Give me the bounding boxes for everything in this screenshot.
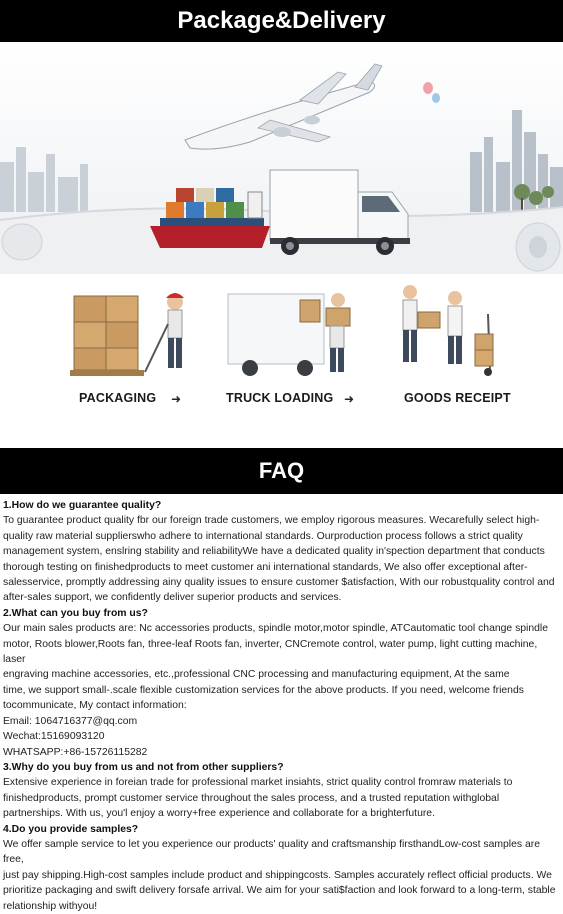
logistics-hero-image (0, 42, 563, 274)
airplane-icon (185, 64, 382, 149)
faq-item (3, 760, 560, 822)
faq-answer-line: time, we support small-.scale flexible customization services for the above products. If you need, welcome friends (3, 684, 524, 696)
goods-receipt-people-icon (403, 285, 462, 364)
faq-item (3, 498, 560, 606)
arrow-right-icon: ➜ (344, 392, 355, 406)
faq-answer-line: management system, enslring stability and reliabilityWe have a dedicated quality in'spection department that conducts (3, 546, 545, 558)
faq-header (0, 448, 563, 494)
faq-answer-line: Extensive experience in foreian trade for professional market insiahts, strict quality control fromraw materials to (3, 777, 513, 789)
package-delivery-header (0, 0, 563, 42)
faq-answer-line: just pay shipping.High-cost samples include product and shippingcosts. Samples accurately reflect official products. We (3, 869, 552, 881)
faq-item (3, 822, 560, 914)
faq-answer-line: To guarantee product quality fbr our foreign trade customers, we employ rigorous measures. Wecarefully select high- (3, 515, 540, 527)
worker-icon (145, 293, 184, 372)
cargo-ship-icon (150, 188, 270, 248)
faq-answer-line: Our main sales products are: Nc accessories products, spindle motor,motor spindle, ATCautomatic tool change spindle (3, 623, 548, 635)
hand-truck-icon (475, 314, 493, 376)
faq-question: 4.Do you provide samples? (3, 823, 139, 835)
step-goods-receipt-label: GOODS RECEIPT (404, 391, 511, 405)
faq-answer-line: engraving machine accessories, etc.,professional CNC processing and manufacturing equipment, At the same (3, 669, 510, 681)
faq-title: FAQ (258, 458, 305, 483)
package-delivery-title: Package&Delivery (177, 7, 386, 34)
faq-question: 3.Why do you buy from us and not from other suppliers? (3, 761, 284, 773)
faq-answer-line: tocommunicate, My contact information: (3, 700, 187, 712)
faq-answer-line: quality raw material supplierswho adhere to international standards. Ourproduction process follows a strict quality (3, 530, 523, 542)
faq-answer-line: partnerships. With us, you'l enjoy a worry+free experience and collaborate for a brighterfuture. (3, 808, 435, 820)
faq-question: 1.How do we guarantee quality? (3, 500, 162, 511)
loading-truck-icon (228, 294, 324, 376)
packaging-boxes-icon (70, 296, 144, 376)
faq-answer-line: thorough testing on finishedproducts to meet customer ani international standards, We also offer exceptional after- (3, 561, 528, 573)
faq-answer-line: finishedproducts, prompt customer service throughout the sales process, and a trusted reputation withglobal (3, 792, 500, 804)
faq-answer-line: We offer sample service to let you experience our products' quality and craftsmanship firsthandLow-cost samples are free, (3, 838, 540, 866)
faq-answer-line: motor, Roots blower,Roots fan, three-leaf Roots fan, inverter, CNCremote control, water pump, light cutting machine, laser (3, 638, 538, 666)
faq-answer-line: salesservice, promptly addressing ainy quality issues to ensure customer $atisfaction, With our robustquality control and (3, 577, 555, 589)
faq-content (0, 494, 563, 914)
faq-answer-line: relationship withyou! (3, 900, 98, 912)
balloon-icon (423, 82, 440, 103)
faq-answer-line: after-sales support, we confidently deliver superior products and services. (3, 592, 342, 604)
loader-worker-icon (326, 293, 350, 372)
contact-whatsapp: WHATSAPP:+86-15726115282 (3, 746, 148, 758)
faq-item (3, 606, 560, 760)
contact-wechat: Wechat:15169093120 (3, 731, 105, 743)
step-packaging-label: PACKAGING (79, 391, 157, 405)
paper-roll-core (529, 236, 547, 258)
city-skyline-left (0, 147, 88, 212)
steps-illustration (0, 274, 563, 384)
delivery-steps (0, 274, 563, 444)
step-truck-loading-label: TRUCK LOADING (226, 391, 334, 405)
arrow-right-icon: ➜ (171, 392, 182, 406)
logistics-illustration (0, 42, 563, 274)
faq-answer-line: prioritize packaging and swift delivery forsafe arrival. We aim for your sati$faction and look forward to a long-term, stable (3, 885, 556, 897)
contact-email: Email: 1064716377@qq.com (3, 715, 138, 727)
truck-icon (270, 170, 410, 255)
paper-roll-left (2, 224, 42, 260)
faq-question: 2.What can you buy from us? (3, 607, 148, 619)
